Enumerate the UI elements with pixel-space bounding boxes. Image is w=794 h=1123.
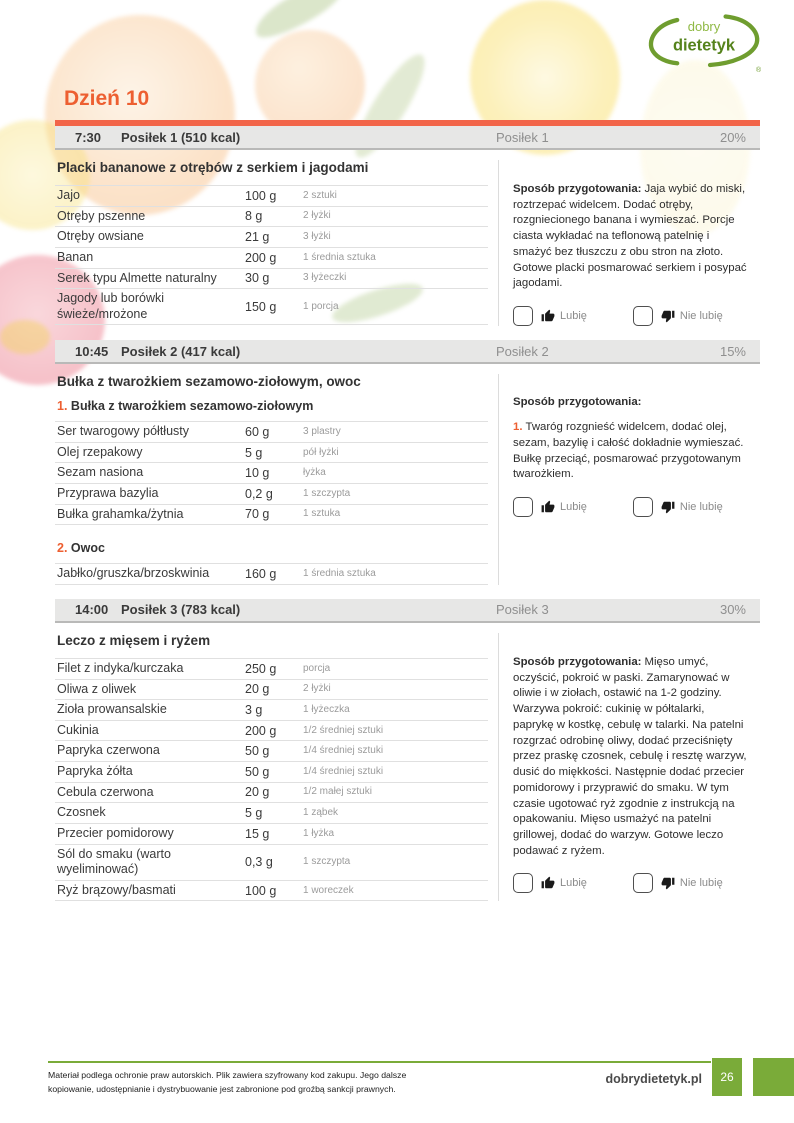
ingredient-row (55, 505, 488, 526)
meal-3-title: Posiłek 3 (783 kcal) (121, 602, 241, 618)
ingredient-name: Serek typu Almette naturalny (57, 270, 217, 285)
like-checkbox[interactable] (513, 497, 533, 517)
ingredient-row (55, 422, 488, 443)
like-group (513, 306, 587, 326)
footer-rule (48, 1061, 711, 1063)
ingredient-name: Jabłko/gruszka/brzoskwinia (57, 566, 210, 581)
dislike-checkbox[interactable] (633, 306, 653, 326)
ingredient-row (55, 186, 488, 207)
ingredient-name: Cukinia (57, 722, 99, 737)
ingredient-name: Filet z indyka/kurczaka (57, 660, 184, 675)
ingredient-row (55, 700, 488, 721)
ingredient-name: Jagody lub borówki świeże/mrożone (57, 291, 165, 321)
ingredient-row (55, 207, 488, 228)
ingredient-name: Bułka grahamka/żytnia (57, 506, 184, 521)
thumbs-up-icon (541, 309, 555, 323)
meal-3-percent: 30% (719, 602, 746, 618)
thumbs-down-icon (661, 876, 675, 890)
meal-section-1 (55, 126, 760, 340)
brand-logo (646, 12, 762, 78)
ingredient-amount: 15 g (245, 826, 270, 841)
ingredient-row (55, 680, 488, 701)
ingredient-row (55, 762, 488, 783)
ingredient-row (55, 741, 488, 762)
registered-mark: ® (755, 66, 762, 73)
ingredient-amount: 0,2 g (245, 486, 273, 501)
ingredient-measure: pół łyżki (303, 446, 339, 458)
recipe-title: Leczo z mięsem i ryżem (57, 632, 211, 648)
ingredient-measure: 1 szczypta (303, 487, 351, 499)
step-number: 1. (513, 421, 523, 434)
logo-word-dietetyk: dietetyk (672, 36, 736, 55)
meal-1-percent: 20% (719, 129, 746, 145)
dislike-label: Nie lubię (679, 310, 723, 323)
preparation-text: Sposób przygotowania: Mięso umyć, oczyścić, pokroić w paski. Zamarynować w oliwie i w ziołach, ostawić na 1-2 godziny. Warzywa pokroić: cukinię w półtalarki, paprykę w kostkę, cebulę w talarki. Na patelni rozgrzać odrobinę oliwy, dodać przeciśnięty przez praskę czosnek, cebulę i resztę warzyw, dusić do miękkości. Następnie dodać przecier pomidorowy i przyprawić do smaku. W tym czasie ugotować ryż zgodnie z instrukcją na opakowaniu. Mięso usmażyć na patelni grillowej, dodać do warzyw. Gotowe leczo podawać z ryżem. (513, 655, 747, 857)
ingredient-row (55, 845, 488, 881)
like-checkbox[interactable] (513, 873, 533, 893)
thumbs-up-icon (541, 876, 555, 890)
ingredient-row (55, 721, 488, 742)
meal-3-label: Posiłek 3 (496, 602, 549, 618)
meal-1-header-bar (55, 126, 760, 150)
ingredient-measure: 1 średnia sztuka (303, 251, 376, 263)
like-label: Lubię (560, 877, 587, 890)
ingredient-amount: 100 g (245, 188, 277, 203)
meal-3-time: 14:00 (75, 602, 109, 618)
ingredient-measure: porcja (303, 662, 331, 674)
ingredient-measure: 1 sztuka (303, 508, 341, 520)
meal-1-time: 7:30 (75, 129, 102, 145)
ingredient-row (55, 443, 488, 464)
like-checkbox[interactable] (513, 306, 533, 326)
ingredient-row (55, 803, 488, 824)
ingredients-table (55, 658, 488, 902)
ingredient-measure: 1 średnia sztuka (303, 568, 376, 580)
dislike-checkbox[interactable] (633, 497, 653, 517)
ingredient-name: Olej rzepakowy (57, 444, 143, 459)
footer-accent-box (753, 1058, 794, 1096)
logo-word-dobry: dobry (687, 19, 721, 35)
meal-2-title: Posiłek 2 (417 kcal) (121, 343, 241, 359)
ingredient-name: Czosnek (57, 805, 106, 820)
ingredient-row (55, 824, 488, 845)
ingredient-amount: 250 g (245, 661, 277, 676)
dislike-checkbox[interactable] (633, 873, 653, 893)
ingredient-amount: 60 g (245, 424, 270, 439)
preparation-label: Sposób przygotowania: (513, 183, 642, 195)
ingredient-row (55, 881, 488, 902)
meal-1-title: Posiłek 1 (510 kcal) (121, 129, 241, 145)
ingredient-row (55, 463, 488, 484)
ingredients-table (55, 563, 488, 585)
ingredient-amount: 10 g (245, 466, 270, 481)
ingredient-measure: 1 łyżka (303, 827, 335, 839)
page-title: Dzień 10 (64, 87, 150, 110)
thumbs-up-icon (541, 500, 555, 514)
ingredient-name: Ryż brązowy/basmati (57, 882, 176, 897)
ingredient-name: Otręby owsiane (57, 229, 144, 244)
ingredient-amount: 20 g (245, 682, 270, 697)
ingredient-amount: 200 g (245, 250, 277, 265)
ingredient-row (55, 227, 488, 248)
ingredient-measure: 1 woreczek (303, 884, 354, 896)
watermark-lemon-wedge-image (0, 320, 50, 354)
ingredient-amount: 5 g (245, 806, 263, 821)
ingredient-measure: 2 sztuki (303, 189, 337, 201)
ingredient-name: Papryka żółta (57, 764, 133, 779)
ingredient-row (55, 783, 488, 804)
dislike-label: Nie lubię (679, 877, 723, 890)
ingredient-measure: 1 ząbek (303, 807, 339, 819)
page-number-badge: 26 (712, 1058, 742, 1096)
footer-site: dobrydietetyk.pl (605, 1072, 702, 1086)
ingredient-row (55, 659, 488, 680)
ingredient-amount: 3 g (245, 702, 263, 717)
ingredient-amount: 200 g (245, 723, 277, 738)
ingredient-amount: 5 g (245, 445, 263, 460)
ingredient-measure: 1/2 małej sztuki (303, 786, 372, 798)
ingredient-row (55, 269, 488, 290)
ingredient-name: Cebula czerwona (57, 784, 154, 799)
like-label: Lubię (560, 310, 587, 323)
ingredient-name: Sól do smaku (warto wyeliminować) (57, 846, 171, 877)
ingredient-name: Papryka czerwona (57, 743, 160, 758)
ingredient-amount: 50 g (245, 744, 270, 759)
ingredient-row (55, 248, 488, 269)
ingredient-measure: 3 plastry (303, 425, 341, 437)
like-dislike-row (513, 497, 760, 517)
ingredient-name: Otręby pszenne (57, 208, 146, 223)
ingredient-amount: 30 g (245, 271, 270, 286)
dislike-label: Nie lubię (679, 501, 723, 514)
ingredient-name: Ser twarogowy półtłusty (57, 424, 190, 439)
dislike-group (633, 306, 723, 326)
recipe-title: Bułka z twarożkiem sezamowo-ziołowym, owoc (57, 374, 361, 390)
ingredient-name: Przyprawa bazylia (57, 486, 159, 501)
like-dislike-row (513, 873, 760, 893)
preparation-text: Sposób przygotowania: Jaja wybić do miski, roztrzepać widelcem. Dodać otręby, rozgniecionego banana i wymieszać. Porcje ciasta wykładać na teflonową patelnię i smażyć bez tłuszczu z obu stron na złoto. Gotowe placki posmarować serkiem i posypać jagodami. (513, 183, 747, 290)
ingredient-amount: 70 g (245, 507, 270, 522)
ingredients-table (55, 421, 488, 525)
ingredient-measure: 1 porcja (303, 300, 339, 312)
like-group (513, 497, 587, 517)
ingredient-row (55, 484, 488, 505)
ingredient-row (55, 564, 488, 585)
ingredient-measure: 2 łyżki (303, 683, 331, 695)
recipe-subsection-title: 1. Bułka z twarożkiem sezamowo-ziołowym (57, 399, 314, 414)
like-dislike-row (513, 306, 760, 326)
meal-section-3 (55, 599, 760, 916)
ingredient-measure: 1/4 średniej sztuki (303, 765, 384, 777)
ingredient-name: Przecier pomidorowy (57, 825, 174, 840)
ingredient-measure: 2 łyżki (303, 210, 331, 222)
ingredient-amount: 150 g (245, 299, 277, 314)
ingredient-row (55, 289, 488, 325)
preparation-label: Sposób przygotowania: (513, 655, 642, 668)
ingredient-name: Zioła prowansalskie (57, 702, 167, 717)
ingredient-amount: 160 g (245, 567, 277, 582)
meal-2-percent: 15% (719, 343, 746, 359)
ingredient-measure: 1 łyżeczka (303, 703, 350, 715)
meal-3-header-bar (55, 599, 760, 623)
dislike-group (633, 873, 723, 893)
meal-2-label: Posiłek 2 (496, 343, 549, 359)
ingredient-amount: 50 g (245, 764, 270, 779)
ingredient-measure: 1 szczypta (303, 856, 351, 868)
meal-2-header-bar (55, 340, 760, 364)
footer-copyright: Materiał podlega ochronie praw autorskich. Plik zawiera szyfrowany kod zakupu. Jego dalsze kopiowanie, udostępnianie i dystrybuowanie jest zabronione pod groźbą sankcji prawnych. (48, 1070, 407, 1094)
ingredient-measure: 3 łyżeczki (303, 272, 347, 284)
meal-1-label: Posiłek 1 (496, 129, 549, 145)
ingredient-name: Banan (57, 249, 94, 264)
brand-logo-swoosh (646, 12, 762, 73)
like-group (513, 873, 587, 893)
thumbs-down-icon (661, 500, 675, 514)
ingredient-name: Sezam nasiona (57, 465, 144, 480)
preparation-step: 1. Twaróg rozgnieść widelcem, dodać olej, sezam, bazylię i całość dokładnie wymieszać. Bułkę przeciąć, posmarować przygotowanym twarożkiem. (513, 421, 744, 481)
like-label: Lubię (560, 501, 587, 514)
dislike-group (633, 497, 723, 517)
meal-section-2 (55, 340, 760, 599)
ingredient-name: Oliwa z oliwek (57, 681, 137, 696)
ingredient-amount: 20 g (245, 785, 270, 800)
ingredient-measure: 1/2 średniej sztuki (303, 724, 384, 736)
ingredient-amount: 0,3 g (245, 855, 273, 870)
thumbs-down-icon (661, 309, 675, 323)
meal-2-time: 10:45 (75, 343, 109, 359)
ingredient-measure: 1/4 średniej sztuki (303, 745, 384, 757)
recipe-subsection-title: 2. Owoc (57, 541, 105, 556)
ingredient-measure: 3 łyżki (303, 231, 331, 243)
ingredients-table (55, 185, 488, 325)
ingredient-amount: 100 g (245, 883, 277, 898)
ingredient-amount: 21 g (245, 230, 270, 245)
ingredient-amount: 8 g (245, 209, 263, 224)
page-footer (0, 1058, 794, 1098)
recipe-title: Placki bananowe z otrębów z serkiem i jagodami (57, 160, 369, 175)
ingredient-name: Jajo (57, 188, 80, 202)
preparation-label: Sposób przygotowania: (513, 396, 642, 409)
ingredient-measure: łyżka (303, 467, 326, 479)
